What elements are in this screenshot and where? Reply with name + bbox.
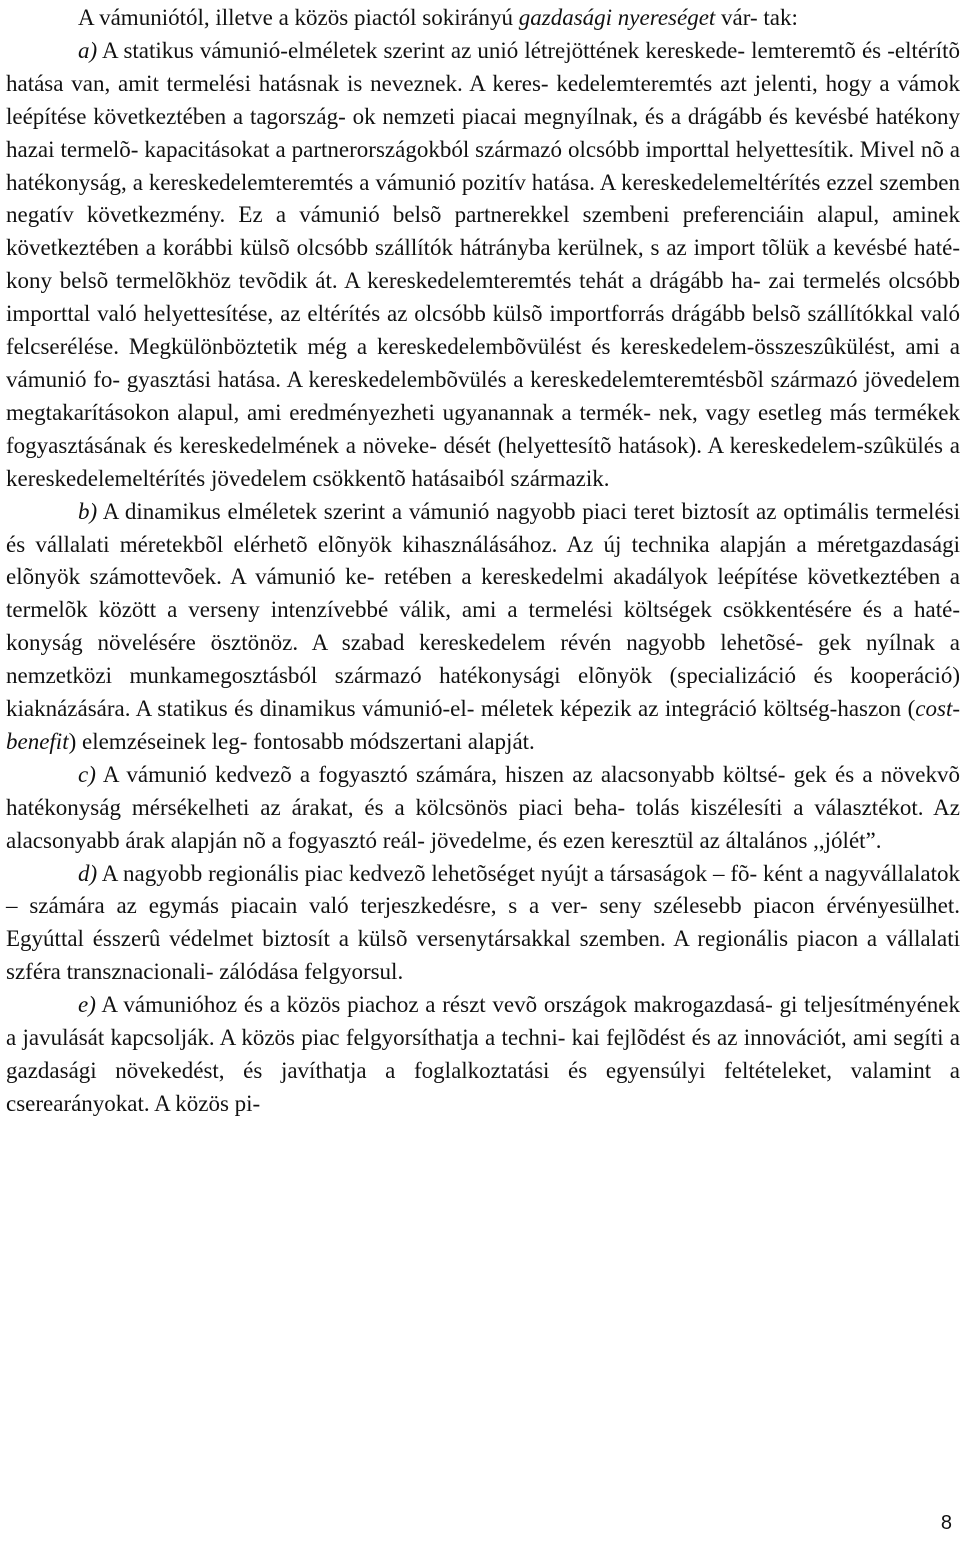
list-marker-c: c) [78, 761, 96, 787]
paragraph-a [6, 35, 960, 496]
intro-paragraph [6, 2, 960, 35]
intro-tail: vár- tak: [715, 5, 798, 30]
paragraph-e-text: A vámunióhoz és a közös piachoz a részt vevõ országok makrogazdasá- gi teljesítményének a javulását kapcsolják. A közös piac felgyorsíthatja a techni- kai fejlõdést és az innovációt, ami segíti a gazdasági növekedést, és javíthatja a foglalkoztatási és egyensúlyi feltételeket, valamint a cserearányokat. A közös pi- [6, 992, 960, 1116]
paragraph-e [6, 989, 960, 1121]
paragraph-c-text: A vámunió kedvezõ a fogyasztó számára, hiszen az alacsonyabb költsé- gek és a növekvõ hatékonyság mérsékelheti az árakat, és a kölcsönös piaci beha- tolás kiszélesíti a választékot. Az alacsonyabb árak alapján nõ a fogyasztó reál- jövedelme, és ezen keresztül az általános ,,jólét”. [6, 761, 960, 853]
page-number: 8 [940, 1512, 952, 1534]
paragraph-d [6, 858, 960, 990]
intro-text: A vámuniótól, illetve a közös piactól sokirányú [78, 5, 519, 30]
list-marker-a: a) [78, 37, 98, 63]
list-marker-d: d) [78, 860, 98, 886]
paragraph-c [6, 759, 960, 858]
intro-italic-term: gazdasági nyereséget [518, 5, 716, 30]
paragraph-a-text: A statikus vámunió-elméletek szerint az unió létrejöttének kereskede- lemteremtõ és -eltérítõ hatása van, amit termelési hatásnak is neveznek. A keres- kedelemteremtés azt jelenti, hogy a vámok leépítése következtében a tagország- ok nemzeti piacai megnyílnak, és a drágább és kevésbé hatékony hazai termelõ- kapacitásokat a partnerországokból származó olcsóbb importtal helyettesítik. Mivel nõ a hatékonyság, a kereskedelemteremtés a vámunió pozitív hatása. A kereskedelemeltérítés ezzel szemben negatív következmény. Ez a vámunió belsõ partnerekkel szembeni preferenciáin alapul, aminek következtében a korábbi külsõ olcsóbb szállítók hátrányba kerülnek, s az import tõlük a kevésbé haté- kony belsõ termelõkhöz tevõdik át. A kereskedelemteremtés tehát a drágább ha- zai termelés olcsóbb importtal való helyettesítése, az eltérítés az olcsóbb külsõ importforrás drágább belsõ szállítókkal való felcserélése. Megkülönböztetik még a kereskedelembõvülést és kereskedelem-összeszûkülést, ami a vámunió fo- gyasztási hatása. A kereskedelembõvülés a kereskedelemteremtésbõl származó jövedelem megtakarításokon alapul, ami eredményezheti ugyanannak a termék- nek, vagy esetleg más termékek fogyasztásának és kereskedelmének a növeke- dését (helyettesítõ hatások). A kereskedelem-szûkülés a kereskedelemeltérítés jövedelem csökkentõ hatásaiból származik. [6, 37, 960, 491]
paragraph-b [6, 496, 960, 759]
paragraph-b-text: A dinamikus elméletek szerint a vámunió nagyobb piaci teret biztosít az optimális termelési és vállalati méretekbõl elérhetõ elõnyök kihasználásához. Az új technika alapján a méretgazdasági elõnyök számottevõek. A vámunió ke- retében a kereskedelmi akadályok leépítése következtében a termelõk között a verseny intenzívebbé válik, ami a termelési költségek csökkentésére és a haté- konyság növelésére ösztönöz. A szabad kereskedelem révén nagyobb lehetõsé- gek nyílnak a nemzetközi munkamegosztásból származó hatékonysági elõnyök (specializáció és kooperáció) kiaknázására. A statikus és dinamikus vámunió-el- méletek képezik az integráció költség-haszon ( [6, 498, 960, 722]
paragraph-b-tail: ) elemzéseinek leg- fontosabb módszertani alapját. [68, 728, 535, 754]
list-marker-b: b) [78, 498, 98, 524]
italic-term-cost-benefit: cost-benefit [6, 696, 960, 754]
paragraph-d-text: A nagyobb regionális piac kedvezõ lehetõséget nyújt a társaságok – fõ- ként a nagyvállalatok – számára az egymás piacain való terjeszkedésre, s a ver- seny szélesebb piacon érvényesülhet. Egyúttal ésszerû védelmet biztosít a külsõ versenytársakkal szemben. A regionális piacon a vállalati szféra transznacionali- zálódása felgyorsul. [6, 860, 960, 985]
body-text [6, 2, 960, 1121]
list-marker-e: e) [78, 992, 96, 1018]
